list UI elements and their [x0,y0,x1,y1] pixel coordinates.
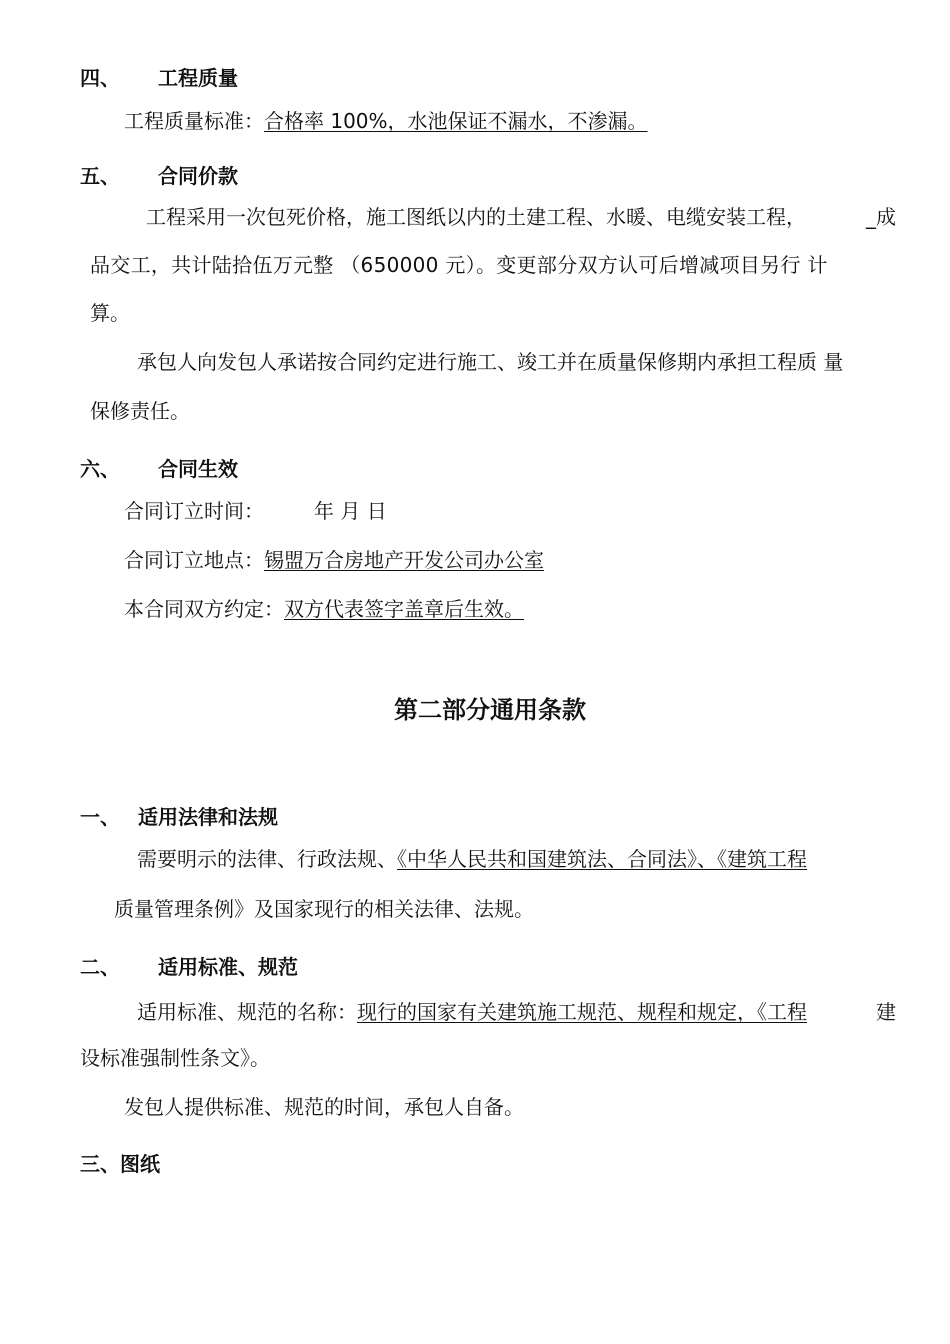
field-label: 本合同双方约定： [124,597,284,621]
quality-standard-line [124,107,648,135]
section-number: 四、 [80,66,120,90]
paragraph-line-end: _成 [866,205,896,229]
section-4-heading [80,64,238,92]
part-2-title: 第二部分通用条款 [394,696,586,724]
paragraph-line: 发包人提供标准、规范的时间，承包人自备。 [124,1095,524,1119]
clause-3-heading: 三、图纸 [80,1152,160,1176]
field-value: 锡盟万合房地产开发公司办公室 [264,548,544,572]
field-label: 合同订立时间： [124,499,264,523]
contract-time-line [124,497,387,525]
section-title: 适用标准、规范 [158,955,298,979]
paragraph-line: 算。 [90,301,130,325]
clause-2-heading [80,953,298,981]
field-label: 合同订立地点： [124,548,264,572]
section-title: 合同生效 [158,457,238,481]
paragraph-line [146,203,806,231]
section-5-heading [80,162,238,190]
paragraph-line [137,998,807,1026]
section-title: 合同价款 [158,164,238,188]
paragraph-text: 适用标准、规范的名称： [137,1000,357,1024]
contract-agreement-line [124,595,524,623]
paragraph-line: 承包人向发包人承诺按合同约定进行施工、竣工并在质量保修期内承担工程质 量 [137,350,844,374]
clause-1-heading [80,803,278,831]
paragraph-line: 质量管理条例》及国家现行的相关法律、法规。 [114,897,534,921]
paragraph-line: 保修责任。 [90,399,190,423]
section-number: 六、 [80,457,120,481]
contract-place-line [124,546,544,574]
section-title: 适用法律和法规 [138,805,278,829]
law-reference: 《中华人民共和国建筑法、合同法》、《建筑工程 [397,847,807,871]
field-label: 工程质量标准： [124,109,264,133]
paragraph-text: 需要明示的法律、行政法规、 [137,847,397,871]
section-title: 工程质量 [158,66,238,90]
paragraph-line-end: 建 [876,1000,896,1024]
field-value: 年 月 日 [314,499,387,523]
paragraph-text: 工程采用一次包死价格，施工图纸以内的土建工程、水暖、电缆安装工程， [146,205,806,229]
paragraph-line: 品交工，共计陆拾伍万元整 （650000 元）。变更部分双方认可后增减项目另行 计 [90,253,828,277]
section-number: 五、 [80,164,120,188]
standard-reference: 现行的国家有关建筑施工规范、规程和规定，《工程 [357,1000,807,1024]
field-value: 双方代表签字盖章后生效。 [284,597,524,621]
section-6-heading [80,455,238,483]
section-number: 一、 [80,805,120,829]
paragraph-line [137,845,807,873]
section-number: 二、 [80,955,120,979]
paragraph-line: 设标准强制性条文》。 [80,1046,270,1070]
field-value: 合格率 100%，水池保证不漏水，不渗漏。 [264,109,648,133]
